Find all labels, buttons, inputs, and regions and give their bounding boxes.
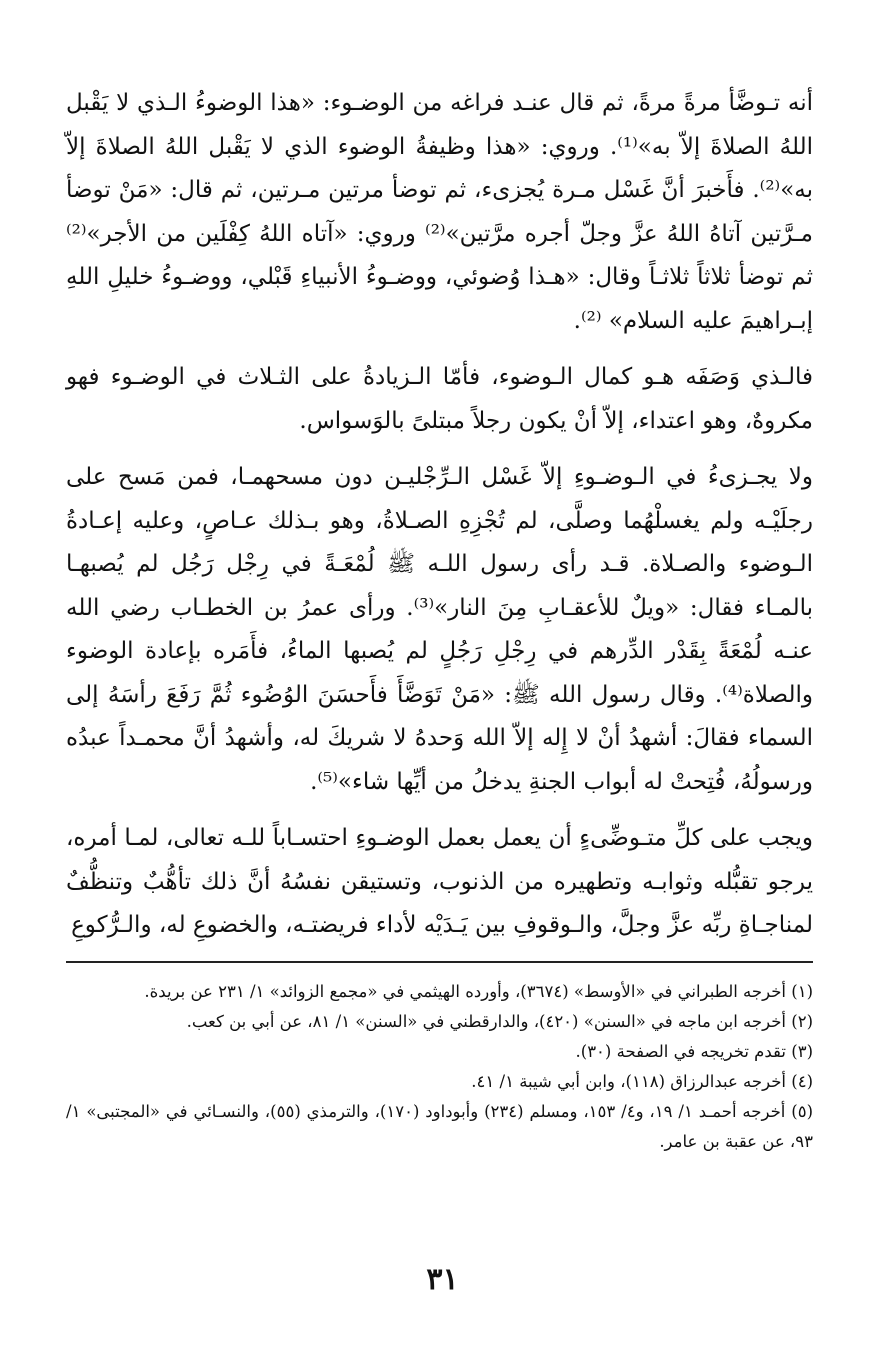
main-text xyxy=(66,82,813,948)
paragraph-4 xyxy=(66,817,813,948)
paragraph-text: ويجب على كلِّ متـوضِّىءٍ أن يعمل بعمل الوضـوءِ احتسـاباً للـه تعالى، لمـا أمره، يرجو تقبُّله وثوابـه وتطهيره من الذنوب، وتستيقن نفسُهُ أنَّ ذلك تأهُّبٌ وتنظُّفٌ لمناجـاةِ ربِّه عزَّ وجلَّ، والـوقوفِ بين يَـدَيْه لأداء فريضتـه، والخضوعِ له، والـرُّكوعِ xyxy=(66,825,813,938)
paragraph-2 xyxy=(66,356,813,443)
paragraph-text: أنه تـوضَّأ مرةً مرةً، ثم قال عنـد فراغه من الوضـوء: «هذا الوضوءُ الـذي لا يَقْبل اللهُ الصلاةَ إلاّ به»⁽¹⁾. وروي: «هذا وظيفةُ الوضوء الذي لا يَقْبل اللهُ الصلاةَ إلاّ به»⁽²⁾. فأَخبرَ أنَّ غَسْل مـرة يُجزىء، ثم توضأ مرتين مـرتين، ثم قال: «مَنْ توضأ مـرَّتين آتاهُ اللهُ عزَّ وجلّ أجره مرَّتين»⁽²⁾ وروي: «آتاه اللهُ كِفْلَين من الأجر»⁽²⁾ ثم توضأ ثلاثاً ثلاثـاً وقال: «هـذا وُضوئي، ووضـوءُ الأنبياءِ قَبْلي، ووضـوءُ خليلِ اللهِ إبـراهيمَ عليه السلام» ⁽²⁾. xyxy=(66,90,813,334)
footnote-divider xyxy=(66,961,813,963)
footnote-3: (٣) تقدم تخريجه في الصفحة (٣٠). xyxy=(575,1041,813,1061)
paragraph-3 xyxy=(66,456,813,804)
footnote-2: (٢) أخرجه ابن ماجه في «السنن» (٤٢٠)، والدارقطني في «السنن» ١/ ٨١، عن أبي بن كعب. xyxy=(186,1011,813,1031)
footnote-4: (٤) أخرجه عبدالرزاق (١١٨)، وابن أبي شيبة ١/ ٤١. xyxy=(471,1071,813,1091)
page-number: ٣١ xyxy=(426,1262,459,1297)
paragraph-1 xyxy=(66,82,813,343)
footnote-5: (٥) أخرجه أحمـد ١/ ١٩، و٤/ ١٥٣، ومسلم (٢٣٤) وأبوداود (١٧٠)، والترمذي (٥٥)، والنسـائي في «المجتبى» ١/ ٩٣، عن عقبة بن عامر. xyxy=(66,1101,813,1151)
footnote-1: (١) أخرجه الطبراني في «الأوسط» (٣٦٧٤)، وأورده الهيثمي في «مجمع الزوائد» ١/ ٢٣١ عن بريدة. xyxy=(144,981,813,1001)
footnotes xyxy=(66,977,813,1157)
paragraph-text: فالـذي وَصَفَه هـو كمال الـوضوء، فأمّا الـزيادةُ على الثـلاث في الوضـوء فهو مكروهٌ، وهو اعتداء، إلاّ أنْ يكون رجلاً مبتلىً بالوَسواس. xyxy=(66,364,813,434)
paragraph-text: ولا يجـزىءُ في الـوضـوءِ إلاّ غَسْل الـرِّجْليـن دون مسحهمـا، فمن مَسح على رجلَيْـه ولم يغسلْهُما وصلَّى، لم تُجْزِهِ الصـلاةُ، وهو بـذلك عـاصٍ، وعليه إعـادةُ الـوضوء والصـلاة. قـد رأى رسول اللـه ﷺ لُمْعَـةً في رِجْل رَجُل لم يُصبهـا بالمـاء فقال: «ويلٌ للأعقـابِ مِنَ النار»⁽³⁾. ورأى عمرُ بن الخطـاب رضي الله عنـه لُمْعَةً بِقَدْر الدِّرهم في رِجْلِ رَجُلٍ لم يُصبها الماءُ، فأَمَره بإعادة الوضوء والصلاة⁽⁴⁾. وقال رسول الله ﷺ: «مَنْ تَوَضَّأَ فأَحسَنَ الوُضُوء ثُمَّ رَفَعَ رأسَهُ إلى السماء فقالَ: أشهدُ أنْ لا إِله إلاّ الله وَحدهُ لا شريكَ له، وأشهدُ أنَّ محمـداً عبدُه ورسولُهُ، فُتِحتْ له أبواب الجنةِ يدخلُ من أيِّها شاء»⁽⁵⁾. xyxy=(66,464,814,795)
